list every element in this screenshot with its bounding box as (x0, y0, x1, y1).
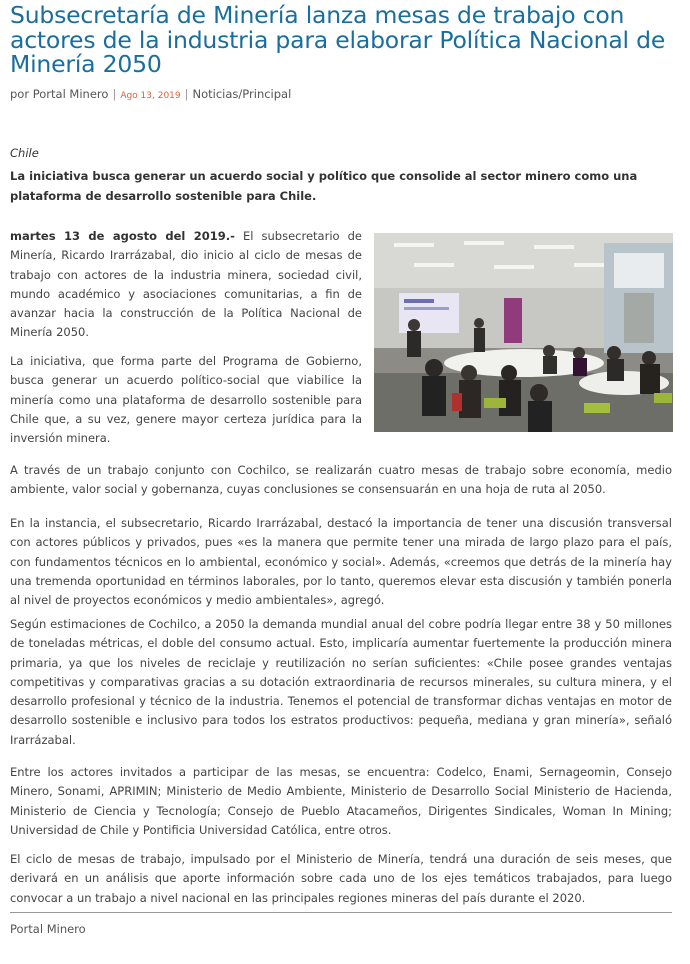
meeting-room-photo (374, 233, 673, 432)
article-photo (374, 233, 673, 432)
meta-separator: | (112, 87, 117, 101)
country-label: Chile (10, 146, 39, 160)
article-title[interactable]: Subsecretaría de Minería lanza mesas de trabajo con actores de la industria para elaborar Política Nacional de Minería 2050 (10, 1, 666, 78)
paragraph-6: Entre los actores invitados a participar de las mesas, se encuentra: Codelco, Enami, Sernageomin, Consejo Minero, Sonami, APRIMIN; Ministerio de Medio Ambiente, Ministerio de Desarrollo Social Ministerio de Hacienda, Ministerio de Ciencia y Tecnología; Consejo de Pueblo Atacameños, Dirigentes Sindicales, Woman In Mining; Universidad de Chile y Pontificia Universidad Católica, entre otros. (10, 765, 672, 837)
paragraph-5: Según estimaciones de Cochilco, a 2050 la demanda mundial anual del cobre podría llegar entre 38 y 50 millones de toneladas métricas, el doble del consumo actual. Esto, implicaría aumentar fuertemente la producción minera primaria, ya que los niveles de reciclaje y reutilización no serían suficientes: «Chile posee grandes ventajas competitivas y comparativas gracias a su dotación extraordinaria de recursos minerales, su cultura minera, y el desarrollo profesional y técnico de la industria. Tenemos el potencial de transformar dichas ventajas en motor de desarrollo sostenible e inclusivo para todos los estratos productivos: pequeña, mediana y gran minería», señaló Irarrázabal. (10, 617, 672, 747)
article-dateline: martes 13 de agosto del 2019.- (10, 229, 235, 243)
footer-source: Portal Minero (10, 922, 86, 936)
article-meta (10, 87, 291, 101)
paragraph-1-text: El subsecretario de Minería, Ricardo Irarrázabal, dio inicio al ciclo de mesas de trabajo con actores de la industria minera, sociedad civil, mundo académico y asociaciones comunitarias, a fin de avanzar hacia la construcción de la Política Nacional de Minería 2050. (10, 229, 362, 340)
paragraph-3: A través de un trabajo conjunto con Cochilco, se realizarán cuatro mesas de trabajo sobre economía, medio ambiente, valor social y gobernanza, cuyas conclusiones se consensuarán en una hoja de ruta al 2050. (10, 463, 672, 497)
footer-divider (10, 912, 672, 913)
author-link[interactable]: Portal Minero (32, 87, 109, 101)
paragraph-7: El ciclo de mesas de trabajo, impulsado por el Ministerio de Minería, tendrá una duración de seis meses, que derivará en un análisis que aporte información sobre cada uno de los ejes temáticos trabajados, para luego convocar a un trabajo a nivel nacional en las principales regiones mineras del país durante el 2020. (10, 852, 672, 905)
paragraph-4: En la instancia, el subsecretario, Ricardo Irarrázabal, destacó la importancia de tener una discusión transversal con actores públicos y privados, pues «es la manera que permite tener una mirada de largo plazo para el país, con fundamentos técnicos en lo ambiental, económico y social». Además, «creemos que detrás de la minería hay una tremenda oportunidad en términos laborales, por lo tanto, queremos elevar esta discusión y también ponerla al nivel de proyectos económicos y medio ambientales», agregó. (10, 516, 672, 608)
category-link[interactable]: Noticias/Principal (192, 87, 292, 101)
paragraph-2: La iniciativa, que forma parte del Programa de Gobierno, busca generar un acuerdo político-social que viabilice la minería como una plataforma de desarrollo sostenible para Chile que, a su vez, genere mayor certeza jurídica para la inversión minera. (10, 354, 362, 446)
paragraph-1 (10, 227, 362, 343)
meta-separator: | (184, 87, 189, 101)
byline-prefix: por (10, 87, 30, 101)
article-lead: La iniciativa busca generar un acuerdo social y político que consolide al sector minero como una plataforma de desarrollo sostenible para Chile. (10, 169, 638, 203)
post-date: Ago 13, 2019 (120, 91, 181, 101)
